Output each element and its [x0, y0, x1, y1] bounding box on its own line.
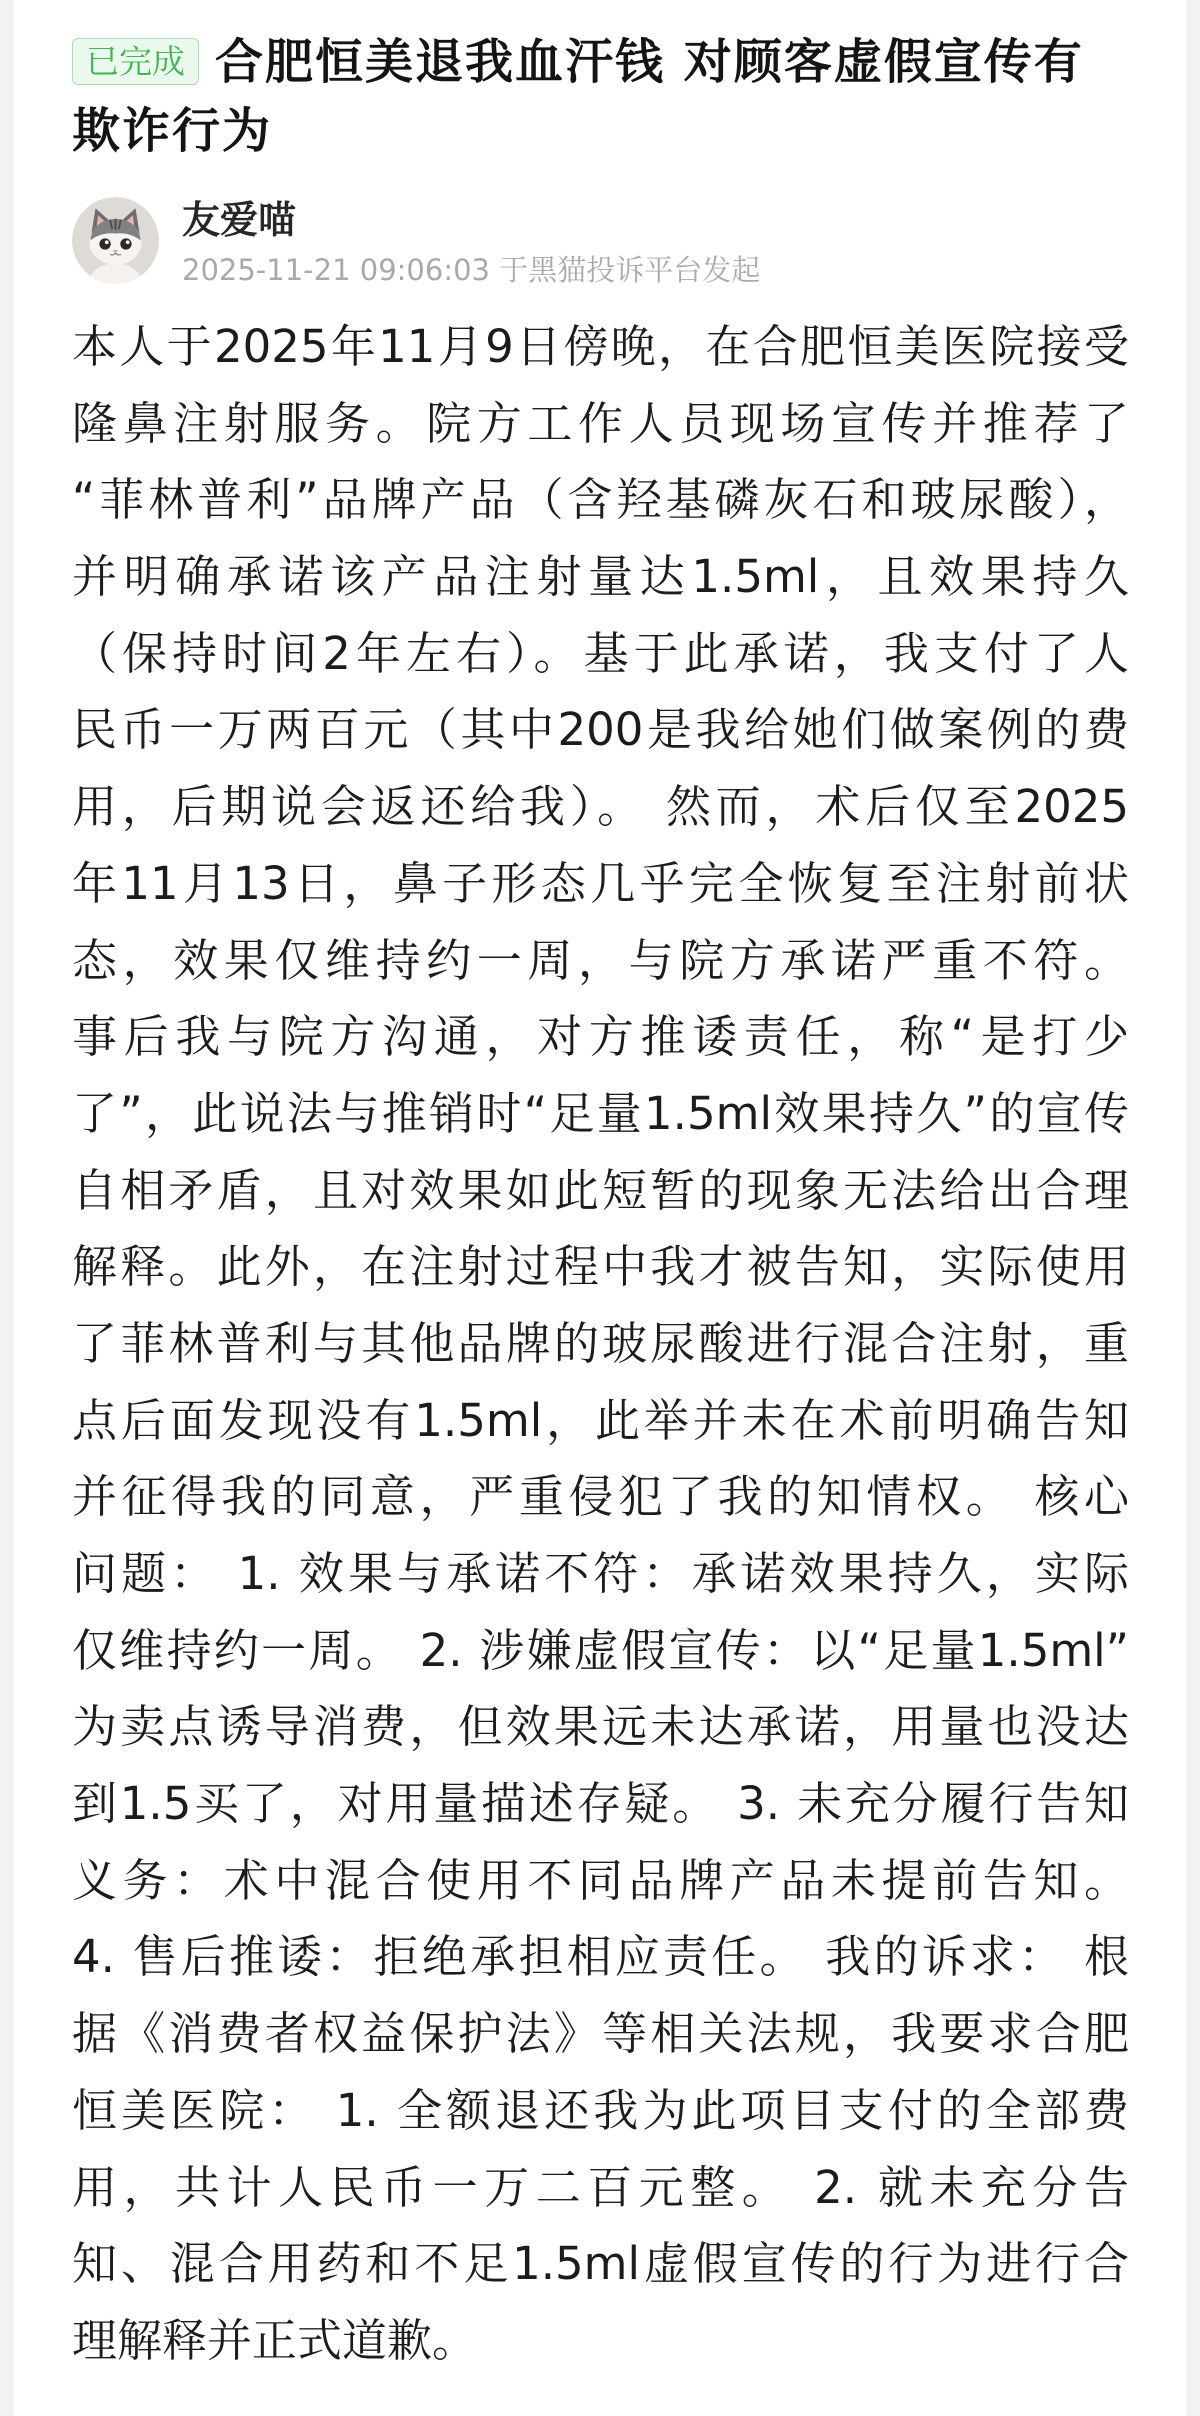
post-timestamp-source: 2025-11-21 09:06:03 于黑猫投诉平台发起 [182, 253, 761, 287]
complaint-body [72, 309, 1129, 2380]
complaint-card [14, 0, 1186, 2416]
body-text-line: 事后我与院方沟通，对方推诿责任，称“是打少 [72, 1010, 1129, 1064]
cat-avatar-icon[interactable] [72, 197, 159, 284]
body-text-line: 年11月13日，鼻子形态几乎完全恢复至注射前状 [72, 856, 1129, 910]
body-text-line: 点后面发现没有1.5ml，此举并未在术前明确告知 [72, 1393, 1129, 1447]
body-text-line: 恒美医院： 1. 全额退还我为此项目支付的全部费 [72, 2083, 1129, 2137]
body-text-line: 隆鼻注射服务。院方工作人员现场宣传并推荐了 [72, 396, 1129, 450]
body-text-line: 用，后期说会返还给我）。 然而，术后仅至2025 [72, 780, 1129, 834]
body-text-line: 了”，此说法与推销时“足量1.5ml效果持久”的宣传 [72, 1086, 1129, 1140]
body-text-line: 为卖点诱导消费，但效果远未达承诺，用量也没达 [72, 1700, 1129, 1754]
body-text-line: “菲林普利”品牌产品（含羟基磷灰石和玻尿酸）， [72, 473, 1129, 527]
body-text-line: 并明确承诺该产品注射量达1.5ml，且效果持久 [72, 550, 1129, 604]
status-badge: 已完成 [72, 38, 199, 85]
body-text-line: 问题： 1. 效果与承诺不符：承诺效果持久，实际 [72, 1547, 1129, 1600]
avatar-image [72, 197, 159, 284]
title-text: 合肥恒美退我血汗钱 对顾客虚假宣传有欺诈行为 [72, 34, 1084, 159]
complaint-title [72, 28, 1125, 166]
body-text-line: （保持时间2年左右）。基于此承诺，我支付了人 [72, 626, 1129, 680]
body-text-line: 4. 售后推诿：拒绝承担相应责任。 我的诉求： 根 [72, 1930, 1129, 1984]
body-text-line: 用，共计人民币一万二百元整。 2. 就未充分告 [72, 2160, 1129, 2214]
body-text-line: 到1.5买了，对用量描述存疑。 3. 未充分履行告知 [72, 1777, 1129, 1831]
body-text-line: 民币一万两百元（其中200是我给她们做案例的费 [72, 703, 1129, 757]
body-text-line: 自相矛盾，且对效果如此短暂的现象无法给出合理 [72, 1163, 1129, 1217]
body-text-line: 并征得我的同意，严重侵犯了我的知情权。 核心 [72, 1470, 1129, 1524]
author-name[interactable]: 友爱喵 [182, 198, 297, 242]
body-text-line: 本人于2025年11月9日傍晚，在合肥恒美医院接受 [72, 320, 1129, 373]
body-text-line: 了菲林普利与其他品牌的玻尿酸进行混合注射，重 [72, 1316, 1129, 1370]
body-text-line: 据《消费者权益保护法》等相关法规，我要求合肥 [72, 2007, 1129, 2061]
body-text-line: 义务：术中混合使用不同品牌产品未提前告知。 [72, 1853, 1129, 1907]
body-text-line: 知、混合用药和不足1.5ml虚假宣传的行为进行合 [72, 2237, 1129, 2291]
body-text-line: 态，效果仅维持约一周，与院方承诺严重不符。 [72, 933, 1129, 987]
body-text-line: 解释。此外，在注射过程中我才被告知，实际使用 [72, 1240, 1129, 1294]
body-text-line: 理解释并正式道歉。 [72, 2313, 478, 2367]
body-text-line: 仅维持约一周。 2. 涉嫌虚假宣传：以“足量1.5ml” [72, 1623, 1129, 1677]
